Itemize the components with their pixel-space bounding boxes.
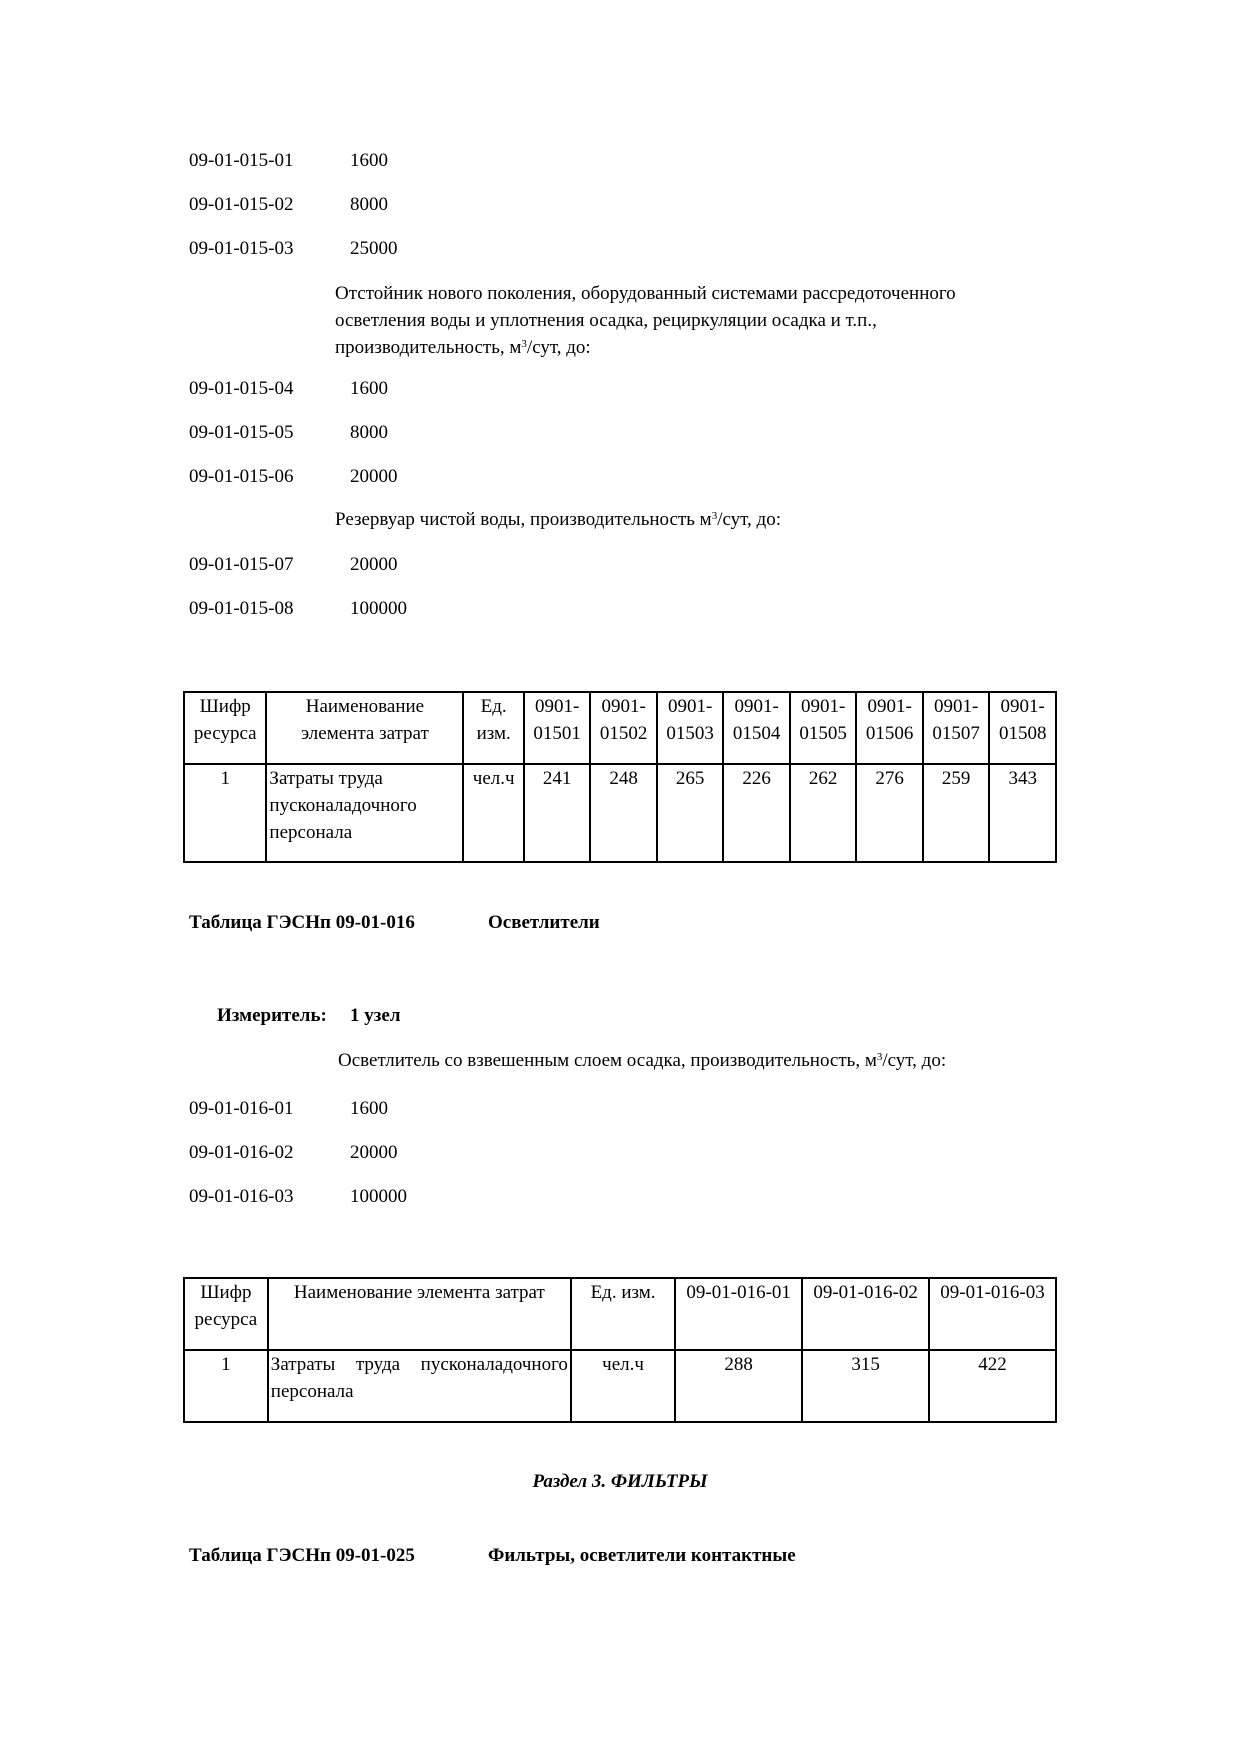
norm-code: 09-01-015-02 (189, 194, 294, 215)
header-name: Наименование элемента затрат (268, 1278, 571, 1350)
norm-value: 1600 (350, 378, 388, 399)
cell-code: 1 (184, 1350, 268, 1422)
header-col: 0901-01501 (524, 692, 591, 764)
cell-value: 265 (657, 764, 724, 862)
norm-value: 100000 (350, 1186, 407, 1207)
norm-code: 09-01-015-07 (189, 554, 294, 575)
norm-code: 09-01-016-02 (189, 1142, 294, 1163)
cell-value: 259 (923, 764, 990, 862)
header-unit: Ед. изм. (463, 692, 524, 764)
meter-value: 1 узел (350, 1005, 401, 1026)
cell-value: 262 (790, 764, 857, 862)
cell-value: 241 (524, 764, 591, 862)
norm-code: 09-01-016-01 (189, 1098, 294, 1119)
cell-value: 422 (929, 1350, 1056, 1422)
norm-value: 20000 (350, 554, 398, 575)
norm-value: 20000 (350, 1142, 398, 1163)
header-col: 0901-01506 (856, 692, 923, 764)
table-row (184, 764, 1056, 862)
header-code: Шифр ресурса (184, 1278, 268, 1350)
norm-code: 09-01-015-06 (189, 466, 294, 487)
header-code: Шифр ресурса (184, 692, 266, 764)
meter-label: Измеритель: (217, 1005, 327, 1026)
header-name: Наименование элемента затрат (266, 692, 463, 764)
header-col: 09-01-016-03 (929, 1278, 1056, 1350)
table-label: Таблица ГЭСНп 09-01-016 (189, 912, 415, 933)
cell-value: 226 (723, 764, 790, 862)
cell-unit: чел.ч (571, 1350, 675, 1422)
norm-code: 09-01-015-03 (189, 238, 294, 259)
header-col: 0901-01503 (657, 692, 724, 764)
cell-unit: чел.ч (463, 764, 524, 862)
group-heading: Осветлитель со взвешенным слоем осадка, производительность, $м^3$/сут, до: (338, 1050, 947, 1071)
cell-value: 276 (856, 764, 923, 862)
cell-name: Затраты труда пусконаладочного персонала (266, 764, 463, 862)
header-col: 0901-01504 (723, 692, 790, 764)
cell-code: 1 (184, 764, 266, 862)
norm-code: 09-01-015-08 (189, 598, 294, 619)
section-title: Раздел 3. ФИЛЬТРЫ (532, 1471, 708, 1492)
header-unit: Ед. изм. (571, 1278, 675, 1350)
resource-table-016 (183, 1277, 1057, 1423)
cell-name: Затраты труда пусконаладочного персонала (268, 1350, 571, 1422)
header-col: 09-01-016-01 (675, 1278, 802, 1350)
norm-code: 09-01-015-01 (189, 150, 294, 171)
norm-value: 8000 (350, 422, 388, 443)
header-col: 0901-01507 (923, 692, 990, 764)
group-heading: Отстойник нового поколения, оборудованный системами рассредоточенного осветления воды и уплотнения осадка, рециркуляции осадка и т.п., производительность, $м^3$/сут, до: (335, 283, 956, 358)
norm-code: 09-01-015-05 (189, 422, 294, 443)
norm-value: 20000 (350, 466, 398, 487)
norm-value: 1600 (350, 1098, 388, 1119)
resource-table-015 (183, 691, 1057, 863)
cell-value: 315 (802, 1350, 929, 1422)
group-heading: Резервуар чистой воды, производительность $м^3$/сут, до: (335, 509, 781, 530)
cell-value: 288 (675, 1350, 802, 1422)
table-label: Таблица ГЭСНп 09-01-025 (189, 1545, 415, 1566)
norm-value: 8000 (350, 194, 388, 215)
table-row (184, 1350, 1056, 1422)
cell-value: 343 (989, 764, 1056, 862)
header-col: 09-01-016-02 (802, 1278, 929, 1350)
cell-value: 248 (590, 764, 657, 862)
table-title: Осветлители (488, 912, 600, 933)
header-col: 0901-01508 (989, 692, 1056, 764)
norm-value: 25000 (350, 238, 398, 259)
norm-code: 09-01-015-04 (189, 378, 294, 399)
table-title: Фильтры, осветлители контактные (488, 1545, 796, 1566)
norm-value: 1600 (350, 150, 388, 171)
header-col: 0901-01505 (790, 692, 857, 764)
norm-code: 09-01-016-03 (189, 1186, 294, 1207)
header-col: 0901-01502 (590, 692, 657, 764)
norm-value: 100000 (350, 598, 407, 619)
